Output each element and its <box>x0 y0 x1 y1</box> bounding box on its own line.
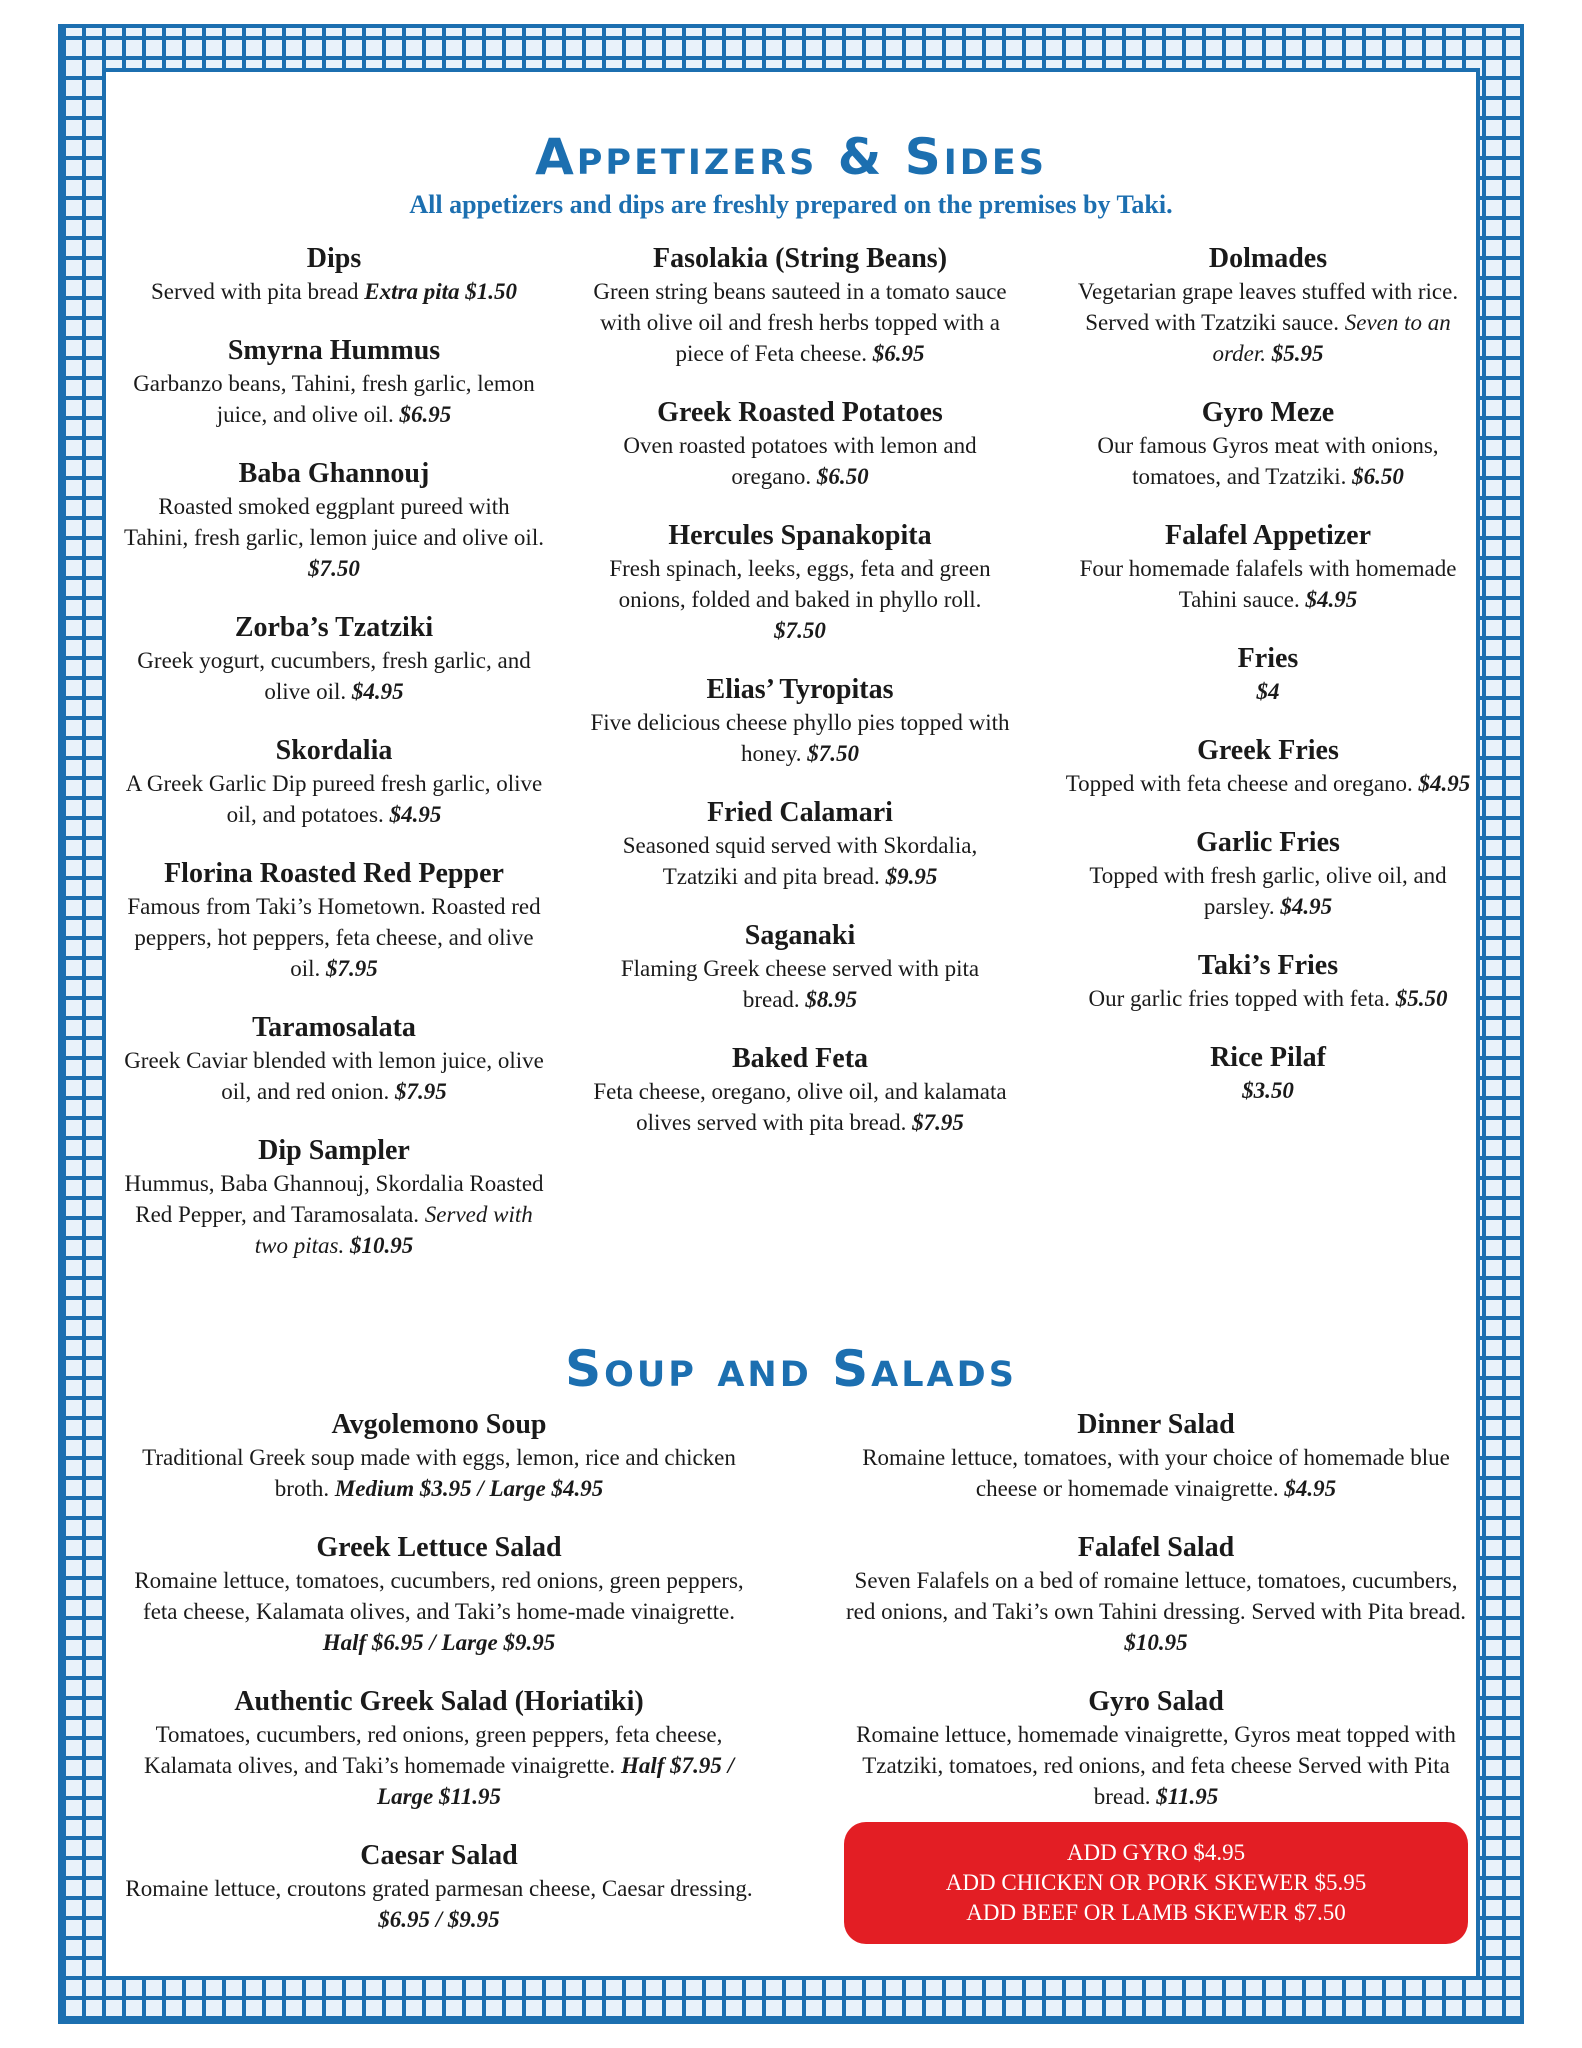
menu-item <box>590 796 1010 892</box>
menu-item-price: $7.95 <box>912 1110 964 1135</box>
menu-item-price: $10.95 <box>349 1233 414 1258</box>
menu-item-description <box>590 430 1010 492</box>
menu-item-description-text: Oven roasted potatoes with lemon and oregano. <box>623 433 977 489</box>
menu-item <box>590 242 1010 369</box>
menu-item <box>1058 242 1478 369</box>
menu-item-description <box>590 830 1010 892</box>
menu-item <box>1058 734 1478 799</box>
menu-item-price: $6.50 <box>816 464 869 489</box>
menu-item-description-text: Vegetarian grape leaves stuffed with rice. Served with Tzatziki sauce. <box>1077 279 1459 335</box>
menu-item <box>124 1839 754 1935</box>
menu-item-description-text: Our famous Gyros meat with onions, tomatoes, and Tzatziki. <box>1097 433 1439 489</box>
menu-item-name: Taki’s Fries <box>1197 950 1339 981</box>
menu-item-price: $6.95 <box>399 402 452 427</box>
menu-item <box>124 1408 754 1504</box>
menu-item-description-text: A Greek Garlic Dip pureed fresh garlic, olive oil, and potatoes. <box>125 771 543 827</box>
menu-item-price: $6.95 <box>872 341 925 366</box>
menu-item-description <box>1058 430 1478 492</box>
soups-column-2 <box>844 1408 1468 1839</box>
menu-item-description-text: Romaine lettuce, tomatoes, cucumbers, red onions, green peppers, feta cheese, Kalamata olives, and Taki’s home-made vinaigrette. <box>134 1568 744 1624</box>
menu-item-price: $5.50 <box>1395 986 1448 1011</box>
menu-item-price: Extra pita $1.50 <box>364 279 518 304</box>
menu-item-description-text: Seven Falafels on a bed of romaine lettuce, tomatoes, cucumbers, red onions, and Taki’s own Tahini dressing. Served with Pita bread. <box>845 1568 1467 1624</box>
menu-item-description-text: Topped with fresh garlic, olive oil, and parsley. <box>1089 863 1447 919</box>
menu-item-description <box>124 1168 544 1261</box>
menu-item-description-text: Greek Caviar blended with lemon juice, olive oil, and red onion. <box>124 1048 544 1104</box>
menu-item-name: Gyro Meze <box>1201 397 1335 428</box>
menu-item-name: Caesar Salad <box>360 1840 518 1871</box>
menu-item-note: Served with two pitas. <box>254 1202 533 1258</box>
menu-item-price: $4.95 <box>1305 587 1358 612</box>
menu-item-description-text: Served with pita bread <box>150 279 359 304</box>
menu-item-description <box>590 276 1010 369</box>
menu-item <box>1058 826 1478 922</box>
menu-item <box>844 1408 1468 1504</box>
menu-item-name: Dips <box>306 243 362 274</box>
menu-item <box>124 334 544 430</box>
menu-item-price: $4.95 <box>351 679 404 704</box>
menu-item-price: $4 <box>1256 679 1280 704</box>
menu-item-description-text: Famous from Taki’s Hometown. Roasted red peppers, hot peppers, feta cheese, and olive oil. <box>127 894 541 981</box>
menu-item-description <box>1058 768 1478 799</box>
menu-item-description-text: Romaine lettuce, tomatoes, with your choice of homemade blue cheese or homemade vinaigrette. <box>862 1445 1450 1501</box>
menu-item-description-text: Green string beans sauteed in a tomato sauce with olive oil and fresh herbs topped with a piece of Feta cheese. <box>593 279 1007 366</box>
menu-item-name: Taramosalata <box>252 1012 416 1043</box>
menu-item <box>124 1531 754 1658</box>
menu-item <box>124 242 544 307</box>
menu-item-name: Saganaki <box>744 920 856 951</box>
menu-item <box>590 1042 1010 1138</box>
menu-item <box>590 396 1010 492</box>
menu-item-description-text: Our garlic fries topped with feta. <box>1088 986 1390 1011</box>
menu-item-name: Smyrna Hummus <box>227 335 441 366</box>
menu-item-price: $6.50 <box>1352 464 1404 489</box>
menu-item <box>1058 519 1478 615</box>
menu-item-price: $4.95 <box>389 802 442 827</box>
menu-item-description <box>844 1565 1468 1658</box>
menu-item-description <box>124 1565 754 1658</box>
menu-item-description-text: Hummus, Baba Ghannouj, Skordalia Roasted Red Pepper, and Taramosalata. <box>124 1171 544 1227</box>
menu-item <box>1058 642 1478 707</box>
appetizers-column-2 <box>590 242 1010 1165</box>
menu-item-description <box>844 1719 1468 1812</box>
menu-item-description <box>124 276 544 307</box>
menu-item <box>590 919 1010 1015</box>
menu-item-description <box>124 368 544 430</box>
menu-item-name: Greek Fries <box>1197 735 1339 766</box>
soups-column-1 <box>124 1408 754 1962</box>
menu-item-description <box>124 1873 754 1935</box>
menu-item-description-text: Garbanzo beans, Tahini, fresh garlic, lemon juice, and olive oil. <box>133 371 535 427</box>
menu-item-description-text: Romaine lettuce, homemade vinaigrette, Gyros meat topped with Tzatziki, tomatoes, red onions, and feta cheese Served with Pita bread. <box>856 1722 1456 1809</box>
menu-item-description <box>1058 276 1478 369</box>
menu-item-price: $4.95 <box>1284 1476 1337 1501</box>
appetizers-column-3 <box>1058 242 1478 1133</box>
menu-item <box>844 1531 1468 1658</box>
menu-item-description <box>124 645 544 707</box>
addon-chicken-pork: ADD CHICKEN OR PORK SKEWER $5.95 <box>945 1870 1367 1895</box>
menu-item-description-text: Traditional Greek soup made with eggs, lemon, rice and chicken broth. <box>142 1445 736 1501</box>
menu-item-description-text: Topped with feta cheese and oregano. <box>1065 771 1413 796</box>
menu-item-name: Rice Pilaf <box>1210 1042 1326 1073</box>
appetizers-subtitle: All appetizers and dips are freshly prepared on the premises by Taki. <box>409 190 1173 219</box>
menu-item-price: $9.95 <box>885 864 938 889</box>
menu-item-description <box>590 707 1010 769</box>
menu-item-description-text: Four homemade falafels with homemade Tahini sauce. <box>1079 556 1457 612</box>
menu-item-description-text: Flaming Greek cheese served with pita bread. <box>620 956 980 1012</box>
menu-item-name: Hercules Spanakopita <box>668 520 932 551</box>
menu-item <box>590 673 1010 769</box>
menu-item <box>124 1685 754 1812</box>
menu-item <box>1058 1041 1478 1106</box>
menu-item <box>590 519 1010 646</box>
menu-item-price: $5.95 <box>1271 341 1324 366</box>
menu-item-description-text: Five delicious cheese phyllo pies topped with honey. <box>590 710 1010 766</box>
menu-item-price: Half $6.95 / Large $9.95 <box>322 1630 556 1655</box>
menu-item <box>124 611 544 707</box>
menu-item <box>1058 396 1478 492</box>
menu-item-description <box>124 1719 754 1812</box>
menu-item-name: Florina Roasted Red Pepper <box>164 858 504 889</box>
menu-item-description <box>124 1045 544 1107</box>
menu-item <box>124 734 544 830</box>
menu-item-name: Falafel Salad <box>1077 1532 1235 1563</box>
menu-item-name: Fasolakia (String Beans) <box>652 243 948 274</box>
menu-item-name: Fries <box>1237 643 1299 674</box>
menu-item-price: $7.95 <box>395 1079 447 1104</box>
menu-item-description <box>590 1076 1010 1138</box>
menu-item-description <box>124 491 544 584</box>
menu-item <box>124 1134 544 1261</box>
menu-item <box>1058 949 1478 1014</box>
add-ons-box <box>844 1822 1468 1944</box>
menu-item-price: $7.50 <box>807 741 859 766</box>
menu-item-description-text: Seasoned squid served with Skordalia, Tzatziki and pita bread. <box>622 833 978 889</box>
menu-item-name: Zorba’s Tzatziki <box>234 612 434 643</box>
menu-item-name: Authentic Greek Salad (Horiatiki) <box>234 1686 644 1717</box>
menu-item-description <box>124 1442 754 1504</box>
menu-item-name: Skordalia <box>275 735 393 766</box>
menu-item-description <box>1058 983 1478 1014</box>
menu-item-name: Baked Feta <box>731 1043 869 1074</box>
menu-item-name: Falafel Appetizer <box>1164 520 1372 551</box>
menu-item-description-text: Roasted smoked eggplant pureed with Tahini, fresh garlic, lemon juice and olive oil. <box>124 494 544 550</box>
menu-item-price: Half $7.95 / Large $11.95 <box>377 1753 735 1809</box>
menu-item-description <box>844 1442 1468 1504</box>
menu-item-description-text: Fresh spinach, leeks, eggs, feta and green onions, folded and baked in phyllo roll. <box>609 556 991 612</box>
addon-gyro: ADD GYRO $4.95 <box>1066 1840 1246 1865</box>
menu-item-name: Gyro Salad <box>1088 1686 1224 1717</box>
menu-item-price: $7.50 <box>308 556 360 581</box>
menu-item-description-text: Greek yogurt, cucumbers, fresh garlic, and olive oil. <box>137 648 531 704</box>
menu-item-description <box>1058 860 1478 922</box>
menu-item-description-text: Feta cheese, oregano, olive oil, and kalamata olives served with pita bread. <box>593 1079 1007 1135</box>
menu-item-description <box>1058 1075 1478 1106</box>
menu-item-name: Garlic Fries <box>1196 827 1340 858</box>
menu-item-name: Dolmades <box>1208 243 1328 274</box>
menu-item-description <box>124 768 544 830</box>
menu-item-price: $6.95 / $9.95 <box>378 1907 500 1932</box>
menu-item-price: $10.95 <box>1124 1630 1188 1655</box>
menu-item <box>124 1011 544 1107</box>
soups-title: Soup and Salads <box>565 1340 1017 1398</box>
menu-item-description-text: Tomatoes, cucumbers, red onions, green peppers, feta cheese, Kalamata olives, and Taki’s homemade vinaigrette. <box>143 1722 723 1778</box>
addon-beef-lamb: ADD BEEF OR LAMB SKEWER $7.50 <box>966 1900 1346 1925</box>
appetizers-column-1 <box>124 242 544 1288</box>
menu-item-price: $7.50 <box>774 618 826 643</box>
menu-item-name: Baba Ghannouj <box>238 458 430 489</box>
menu-item-name: Greek Lettuce Salad <box>316 1532 562 1563</box>
menu-item <box>124 857 544 984</box>
menu-item <box>844 1685 1468 1812</box>
menu-item-price: $4.95 <box>1418 771 1471 796</box>
menu-item-name: Fried Calamari <box>707 797 893 828</box>
menu-item-name: Elias’ Tyropitas <box>706 674 894 705</box>
appetizers-title: Appetizers & Sides <box>535 128 1047 186</box>
menu-item-price: Medium $3.95 / Large $4.95 <box>334 1476 604 1501</box>
menu-item-price: $11.95 <box>1156 1784 1219 1809</box>
menu-item-price: $8.95 <box>805 987 858 1012</box>
menu-item-price: $3.50 <box>1242 1078 1294 1103</box>
menu-item-description <box>1058 553 1478 615</box>
menu-item-description-text: Romaine lettuce, croutons grated parmesan cheese, Caesar dressing. <box>125 1876 753 1901</box>
menu-item-description <box>1058 676 1478 707</box>
menu-item-name: Greek Roasted Potatoes <box>657 397 943 428</box>
menu-item-description <box>590 953 1010 1015</box>
menu-item-price: $7.95 <box>326 956 378 981</box>
menu-item-name: Avgolemono Soup <box>331 1409 547 1440</box>
menu-item-price: $4.95 <box>1280 894 1333 919</box>
menu-item <box>124 457 544 584</box>
menu-item-description <box>124 891 544 984</box>
menu-item-name: Dinner Salad <box>1077 1409 1235 1440</box>
menu-item-name: Dip Sampler <box>258 1135 410 1166</box>
menu-item-note: Seven to an order. <box>1212 310 1451 366</box>
menu-item-description <box>590 553 1010 646</box>
